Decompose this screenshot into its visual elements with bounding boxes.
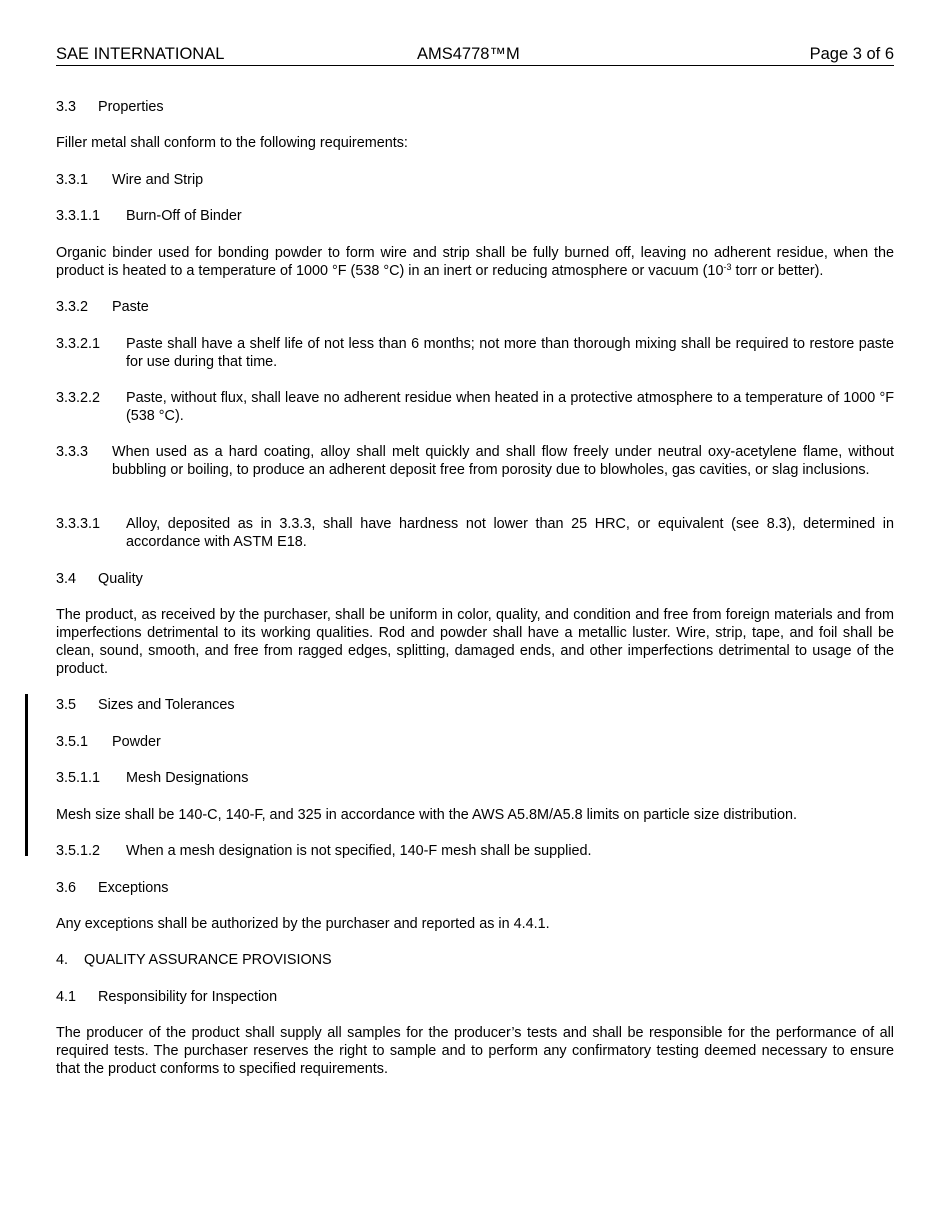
clause-text: Alloy, deposited as in 3.3.3, shall have hardness not lower than 25 HRC, or equivalent (see 8.3), determined in accordance with ASTM E18. xyxy=(126,516,894,550)
page-header xyxy=(56,44,894,66)
section-number: 3.5.1.2 xyxy=(56,843,101,859)
section-number: 4. xyxy=(56,952,69,968)
header-page-number: Page 3 of 6 xyxy=(809,45,894,63)
clause-text: Paste shall have a shelf life of not less than 6 months; not more than thorough mixing shall be required to restore paste for use during that time. xyxy=(126,336,894,370)
section-title: Paste xyxy=(112,299,149,315)
section-title: Sizes and Tolerances xyxy=(98,697,235,713)
clause-3-5-1-2 xyxy=(56,842,894,860)
section-number: 3.5.1 xyxy=(56,734,89,750)
section-number: 3.4 xyxy=(56,571,77,587)
section-number: 3.3 xyxy=(56,99,77,115)
section-number: 4.1 xyxy=(56,989,77,1005)
section-title: QUALITY ASSURANCE PROVISIONS xyxy=(84,952,332,968)
section-number: 3.5 xyxy=(56,697,77,713)
paragraph-text: Organic binder used for bonding powder to form wire and strip shall be fully burned off, leaving no adherent residue, when the product is heated to a temperature of 1000 °F (538 °C) in an inert or reducing atmosphere or vacuum (10 xyxy=(56,245,894,279)
paragraph-3-3-1-1 xyxy=(56,244,894,280)
section-title: Exceptions xyxy=(98,880,169,896)
paragraph-3-5-1-1: Mesh size shall be 140-C, 140-F, and 325 in accordance with the AWS A5.8M/A5.8 limits on particle size distribution. xyxy=(56,807,797,823)
section-title: Quality xyxy=(98,571,143,587)
paragraph-text-end: torr or better). xyxy=(731,263,824,279)
revision-change-bar xyxy=(25,694,28,856)
section-title: Responsibility for Inspection xyxy=(98,989,278,1005)
section-number: 3.3.1.1 xyxy=(56,208,101,224)
section-number: 3.3.3.1 xyxy=(56,516,101,532)
paragraph-3-6: Any exceptions shall be authorized by the purchaser and reported as in 4.4.1. xyxy=(56,916,550,932)
section-title: Powder xyxy=(112,734,161,750)
section-title: Wire and Strip xyxy=(112,172,204,188)
paragraph-3-3-intro: Filler metal shall conform to the following requirements: xyxy=(56,135,408,151)
clause-3-3-3 xyxy=(56,443,894,479)
section-number: 3.5.1.1 xyxy=(56,770,101,786)
section-title: Mesh Designations xyxy=(126,770,249,786)
section-number: 3.3.2.2 xyxy=(56,390,101,406)
exponent: -3 xyxy=(723,262,732,272)
clause-3-3-2-2 xyxy=(56,389,894,425)
clause-3-3-2-1 xyxy=(56,335,894,371)
section-title: Properties xyxy=(98,99,164,115)
clause-3-3-3-1 xyxy=(56,515,894,551)
clause-text: When used as a hard coating, alloy shall melt quickly and shall flow freely under neutral oxy-acetylene flame, without bubbling or boiling, to produce an adherent deposit free from porosity due to blowholes, gas cavities, or slag inclusions. xyxy=(112,444,894,478)
clause-text: When a mesh designation is not specified, 140-F mesh shall be supplied. xyxy=(126,843,592,859)
section-number: 3.3.1 xyxy=(56,172,89,188)
section-number: 3.6 xyxy=(56,880,77,896)
header-document-number: AMS4778™M xyxy=(417,45,520,63)
paragraph-4-1: The producer of the product shall supply all samples for the producer’s tests and shall be responsible for the performance of all required tests. The purchaser reserves the right to sample and to perform any confirmatory testing deemed necessary to ensure that the product conforms to specified requirements. xyxy=(56,1025,894,1077)
section-number: 3.3.2 xyxy=(56,299,89,315)
clause-text: Paste, without flux, shall leave no adherent residue when heated in a protective atmosphere to a temperature of 1000 °F (538 °C). xyxy=(126,390,894,424)
section-number: 3.3.2.1 xyxy=(56,336,101,352)
section-number: 3.3.3 xyxy=(56,444,89,460)
header-organization: SAE INTERNATIONAL xyxy=(56,45,225,63)
paragraph-3-4: The product, as received by the purchaser, shall be uniform in color, quality, and condition and free from foreign materials and from imperfections detrimental to its working qualities. Rod and powder shall have a metallic luster. Wire, strip, tape, and foil shall be clean, sound, smooth, and free from ragged edges, splitting, damaged ends, and other imperfections detrimental to usage of the product. xyxy=(56,607,894,677)
section-title: Burn-Off of Binder xyxy=(126,208,242,224)
